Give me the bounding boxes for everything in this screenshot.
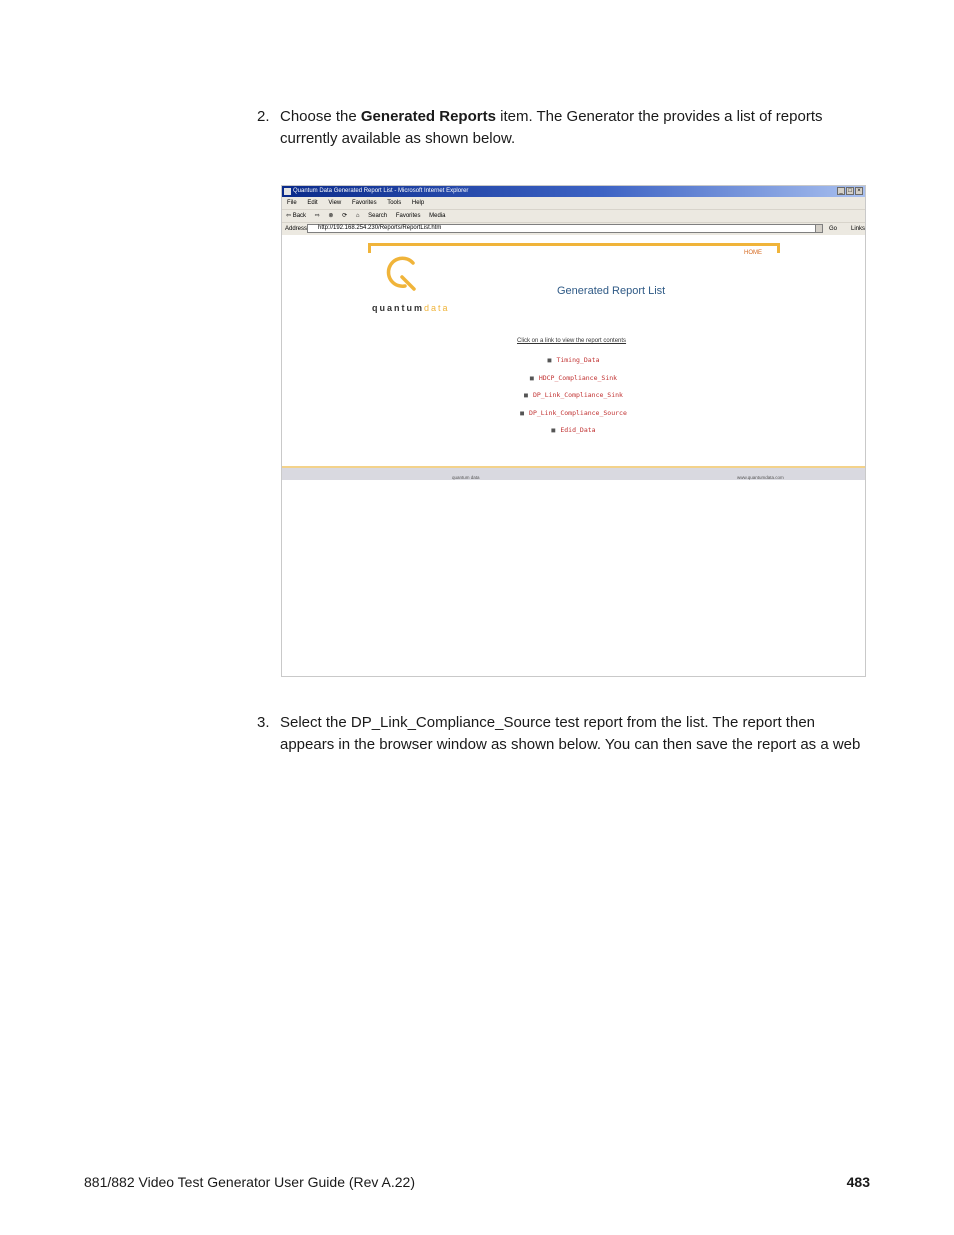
page-number: 483 [846, 1174, 870, 1190]
links-button[interactable]: Links [851, 226, 866, 232]
menu-view[interactable]: View [328, 200, 342, 206]
report-link[interactable]: HDCP_Compliance_Sink [538, 373, 618, 382]
menu-favorites[interactable]: Favorites [351, 200, 377, 206]
list-item[interactable] [282, 422, 865, 440]
logo-wordmark [372, 303, 450, 313]
browser-toolbar [282, 210, 865, 223]
footer-website-link[interactable]: www.quantumdata.com [737, 475, 784, 480]
step-text-part: Select the DP_Link_Compliance_Source test report from the list. The report then appears in the browser window as shown below. You can then save the report as a web [280, 714, 861, 753]
maximize-icon[interactable]: □ [846, 187, 854, 195]
page-title: Generated Report List [557, 285, 666, 297]
step-number: 2. [257, 108, 270, 125]
report-link[interactable]: Timing_Data [556, 356, 600, 364]
close-icon[interactable]: × [855, 187, 863, 195]
report-link[interactable]: DP_Link_Compliance_Sink [532, 391, 623, 399]
step-text-bold: Generated Reports [360, 108, 496, 125]
stop-button[interactable]: ⊗ [328, 213, 334, 219]
logo-wordmark-main: quantum [372, 303, 424, 313]
frame-border [777, 243, 780, 253]
minimize-icon[interactable]: _ [837, 187, 845, 195]
document-title: 881/882 Video Test Generator User Guide (Rev A.22) [84, 1174, 416, 1190]
search-button[interactable]: Search [368, 213, 388, 219]
logo-wordmark-accent: data [424, 303, 450, 313]
page-content [282, 235, 865, 676]
refresh-button[interactable]: ⟳ [342, 213, 348, 219]
back-button[interactable]: ⇦ Back [286, 213, 307, 219]
report-link[interactable]: Edid_Data [560, 426, 596, 434]
step-text-part: Choose the [280, 108, 361, 125]
list-item[interactable] [282, 405, 865, 423]
bullet-icon: ■ [520, 408, 525, 417]
frame-border [368, 243, 780, 246]
window-controls [837, 187, 863, 195]
step-text [280, 712, 872, 756]
ie-icon [284, 188, 291, 195]
menu-file[interactable]: File [287, 200, 297, 206]
step-text-part: item. The Generator the provides a list of reports currently available as shown below. [280, 108, 823, 147]
address-label: Address [285, 226, 308, 232]
frame-border [368, 243, 371, 253]
report-list [282, 352, 865, 440]
list-item[interactable] [282, 370, 865, 388]
quantum-data-logo-icon [383, 255, 419, 291]
address-dropdown-icon[interactable] [815, 224, 823, 233]
list-item[interactable] [282, 352, 865, 370]
menu-bar [282, 197, 865, 210]
bullet-icon: ■ [551, 426, 556, 434]
menu-help[interactable]: Help [411, 200, 425, 206]
home-button[interactable]: ⌂ [355, 213, 360, 219]
window-titlebar [282, 186, 865, 197]
menu-tools[interactable]: Tools [387, 200, 402, 206]
footer-company: quantum data [452, 475, 480, 480]
bullet-icon: ■ [547, 356, 552, 364]
forward-button[interactable]: ⇨ [314, 213, 320, 219]
menu-edit[interactable]: Edit [307, 200, 318, 206]
report-link[interactable]: DP_Link_Compliance_Source [529, 408, 627, 417]
step-number: 3. [257, 714, 270, 731]
media-button[interactable]: Media [429, 213, 446, 219]
list-item[interactable] [282, 387, 865, 405]
home-link[interactable]: HOME [744, 250, 762, 256]
go-button[interactable]: Go [829, 226, 838, 232]
browser-window [281, 185, 866, 677]
address-input[interactable]: http://192.168.254.230/Reports/ReportList.htm [307, 224, 822, 233]
favorites-button[interactable]: Favorites [395, 213, 421, 219]
bullet-icon: ■ [524, 391, 528, 399]
bullet-icon: ■ [529, 373, 534, 382]
instruction-text: Click on a link to view the report contents [517, 338, 627, 344]
window-title: Quantum Data Generated Report List - Microsoft Internet Explorer [293, 188, 469, 194]
step-text [280, 106, 872, 150]
